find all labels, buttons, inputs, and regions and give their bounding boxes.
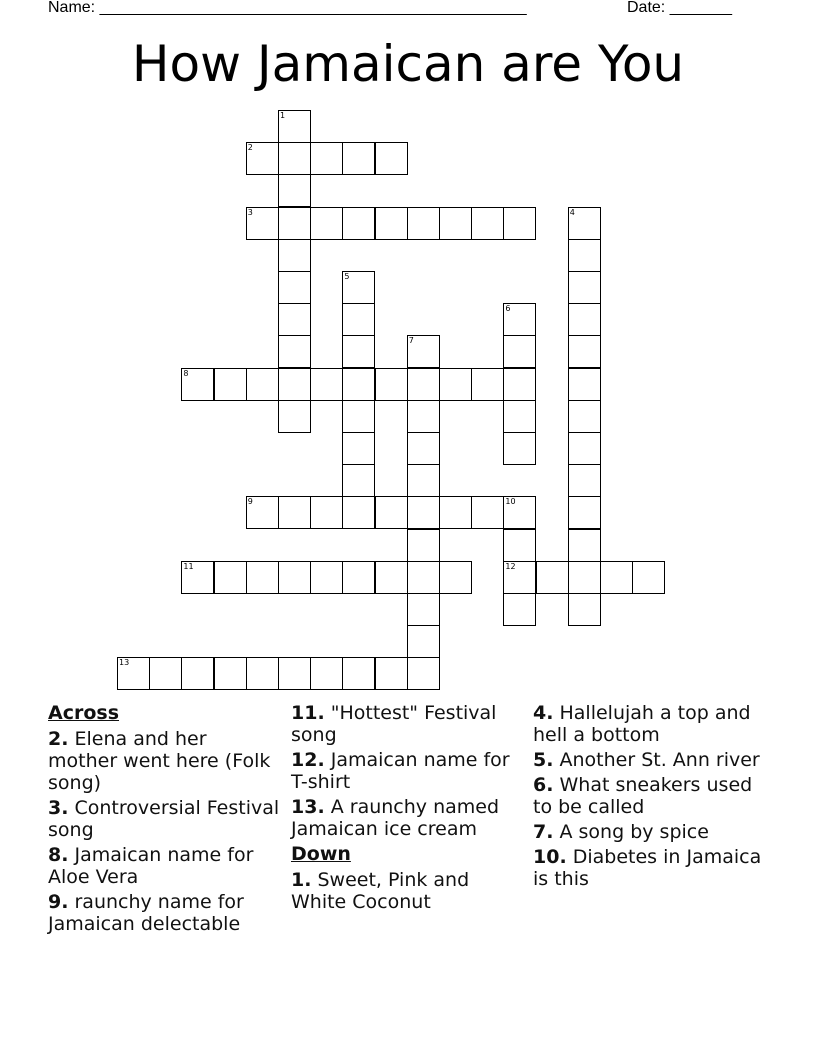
- crossword-cell[interactable]: [439, 368, 472, 401]
- crossword-cell[interactable]: [278, 110, 311, 143]
- crossword-cell[interactable]: [407, 400, 440, 433]
- crossword-cell[interactable]: [246, 657, 279, 690]
- clue-column-1: [48, 702, 280, 938]
- crossword-cell[interactable]: [568, 207, 601, 240]
- clue-down-1: [291, 869, 523, 913]
- crossword-cell[interactable]: [375, 207, 408, 240]
- crossword-cell[interactable]: [342, 335, 375, 368]
- crossword-cell[interactable]: [342, 142, 375, 175]
- clue-number: 9.: [48, 891, 69, 913]
- crossword-cell[interactable]: [181, 657, 214, 690]
- crossword-cell[interactable]: [214, 657, 247, 690]
- crossword-cell[interactable]: [375, 657, 408, 690]
- cell-number: 4: [569, 207, 575, 217]
- crossword-cell[interactable]: [568, 400, 601, 433]
- clue-text: raunchy name for Jamaican delectable: [48, 891, 244, 935]
- crossword-cell[interactable]: [471, 368, 504, 401]
- crossword-cell[interactable]: [181, 561, 214, 594]
- cell-number: 13: [119, 658, 130, 668]
- crossword-cell[interactable]: [503, 400, 536, 433]
- crossword-cell[interactable]: [503, 432, 536, 465]
- crossword-cell[interactable]: [568, 529, 601, 562]
- page-title: How Jamaican are You: [131, 35, 685, 93]
- crossword-cell[interactable]: [278, 400, 311, 433]
- crossword-cell[interactable]: [407, 368, 440, 401]
- cell-number: 7: [408, 336, 414, 346]
- clue-across-2: [48, 728, 280, 794]
- crossword-cell[interactable]: [278, 335, 311, 368]
- crossword-cell[interactable]: [278, 142, 311, 175]
- cell-number: 6: [505, 304, 511, 314]
- crossword-cell[interactable]: [246, 207, 279, 240]
- crossword-cell[interactable]: [568, 593, 601, 626]
- crossword-cell[interactable]: [246, 496, 279, 529]
- clue-number: 12.: [291, 749, 325, 771]
- crossword-cell[interactable]: [310, 496, 343, 529]
- crossword-cell[interactable]: [278, 496, 311, 529]
- cell-number: 11: [183, 561, 194, 571]
- crossword-cell[interactable]: [407, 657, 440, 690]
- crossword-cell[interactable]: [342, 400, 375, 433]
- crossword-cell[interactable]: [278, 368, 311, 401]
- clue-text: "Hottest" Festival song: [291, 702, 497, 746]
- clue-number: 10.: [533, 846, 567, 868]
- crossword-cell[interactable]: [342, 657, 375, 690]
- clue-across-11: [291, 702, 523, 746]
- crossword-cell[interactable]: [503, 335, 536, 368]
- clue-down-5: [533, 749, 765, 771]
- clue-text: A song by spice: [559, 821, 709, 843]
- crossword-cell[interactable]: [503, 303, 536, 336]
- crossword-cell[interactable]: [407, 496, 440, 529]
- clue-number: 7.: [533, 821, 554, 843]
- crossword-cell[interactable]: [310, 368, 343, 401]
- crossword-cell[interactable]: [439, 207, 472, 240]
- clue-text: What sneakers used to be called: [533, 774, 753, 818]
- crossword-cell[interactable]: [375, 561, 408, 594]
- cell-number: 9: [247, 497, 253, 507]
- crossword-cell[interactable]: [342, 561, 375, 594]
- crossword-cell[interactable]: [342, 464, 375, 497]
- clue-number: 11.: [291, 702, 325, 724]
- crossword-cell[interactable]: [342, 432, 375, 465]
- clue-number: 13.: [291, 796, 325, 818]
- clue-number: 5.: [533, 749, 554, 771]
- clue-text: Hallelujah a top and hell a bottom: [533, 702, 751, 746]
- crossword-cell[interactable]: [246, 368, 279, 401]
- crossword-cell[interactable]: [375, 368, 408, 401]
- crossword-cell[interactable]: [310, 657, 343, 690]
- crossword-cell[interactable]: [246, 142, 279, 175]
- clue-across-8: [48, 844, 280, 888]
- clue-column-2: [291, 702, 523, 916]
- clue-number: 2.: [48, 728, 69, 750]
- crossword-cell[interactable]: [214, 368, 247, 401]
- crossword-cell[interactable]: [310, 207, 343, 240]
- crossword-cell[interactable]: [471, 496, 504, 529]
- clue-down-10: [533, 846, 765, 890]
- clue-number: 4.: [533, 702, 554, 724]
- name-field[interactable]: Name: ________________________________________________: [48, 0, 527, 16]
- crossword-cell[interactable]: [407, 529, 440, 562]
- cell-number: 3: [247, 207, 253, 217]
- crossword-cell[interactable]: [310, 142, 343, 175]
- clue-column-3: [533, 702, 765, 893]
- across-heading: Across: [48, 702, 120, 724]
- crossword-cell[interactable]: [407, 335, 440, 368]
- crossword-cell[interactable]: [439, 496, 472, 529]
- crossword-cell[interactable]: [342, 303, 375, 336]
- crossword-cell[interactable]: [342, 271, 375, 304]
- crossword-cell[interactable]: [439, 561, 472, 594]
- crossword-cell[interactable]: [503, 561, 536, 594]
- cell-number: 10: [505, 497, 516, 507]
- crossword-cell[interactable]: [181, 368, 214, 401]
- clue-number: 6.: [533, 774, 554, 796]
- clue-down-6: [533, 774, 765, 818]
- clue-text: Sweet, Pink and White Coconut: [291, 869, 470, 913]
- crossword-cell[interactable]: [568, 303, 601, 336]
- clue-text: Another St. Ann river: [559, 749, 760, 771]
- clue-across-12: [291, 749, 523, 793]
- crossword-cell[interactable]: [568, 368, 601, 401]
- crossword-cell[interactable]: [568, 335, 601, 368]
- clue-number: 8.: [48, 844, 69, 866]
- crossword-cell[interactable]: [278, 561, 311, 594]
- crossword-cell[interactable]: [214, 561, 247, 594]
- crossword-cell[interactable]: [407, 207, 440, 240]
- crossword-cell[interactable]: [503, 368, 536, 401]
- clue-text: Diabetes in Jamaica is this: [533, 846, 762, 890]
- crossword-cell[interactable]: [117, 657, 150, 690]
- cell-number: 1: [280, 111, 286, 120]
- clue-down-7: [533, 821, 765, 843]
- crossword-cell[interactable]: [278, 239, 311, 272]
- cell-number: 5: [344, 272, 350, 281]
- crossword-cell[interactable]: [503, 496, 536, 529]
- down-heading: Down: [291, 843, 351, 865]
- crossword-cell[interactable]: [407, 464, 440, 497]
- crossword-cell[interactable]: [568, 432, 601, 465]
- cell-number: 8: [183, 368, 189, 378]
- crossword-cell[interactable]: [503, 207, 536, 240]
- clue-text: Jamaican name for Aloe Vera: [48, 844, 254, 888]
- crossword-cell[interactable]: [310, 561, 343, 594]
- cell-number: 2: [247, 143, 253, 153]
- crossword-cell[interactable]: [600, 561, 633, 594]
- crossword-cell[interactable]: [278, 174, 311, 207]
- crossword-cell[interactable]: [375, 496, 408, 529]
- crossword-cell[interactable]: [536, 561, 569, 594]
- crossword-cell[interactable]: [632, 561, 665, 594]
- crossword-cell[interactable]: [278, 657, 311, 690]
- crossword-cell[interactable]: [568, 239, 601, 272]
- clue-text: Jamaican name for T-shirt: [291, 749, 510, 793]
- clue-across-3: [48, 797, 280, 841]
- clue-down-4: [533, 702, 765, 746]
- crossword-cell[interactable]: [568, 561, 601, 594]
- crossword-cell[interactable]: [407, 561, 440, 594]
- crossword-cell[interactable]: [278, 271, 311, 304]
- cell-number: 12: [505, 561, 516, 571]
- crossword-cell[interactable]: [568, 496, 601, 529]
- clue-text: Elena and her mother went here (Folk song): [48, 728, 271, 794]
- clue-text: A raunchy named Jamaican ice cream: [291, 796, 500, 840]
- crossword-cell[interactable]: [149, 657, 182, 690]
- clue-number: 3.: [48, 797, 69, 819]
- crossword-cell[interactable]: [342, 368, 375, 401]
- clue-across-13: [291, 796, 523, 840]
- crossword-cell[interactable]: [342, 207, 375, 240]
- crossword-cell[interactable]: [342, 496, 375, 529]
- crossword-cell[interactable]: [278, 207, 311, 240]
- clue-number: 1.: [291, 869, 312, 891]
- clue-across-9: [48, 891, 280, 935]
- crossword-cell[interactable]: [407, 432, 440, 465]
- crossword-cell[interactable]: [407, 625, 440, 658]
- crossword-cell[interactable]: [375, 142, 408, 175]
- date-field[interactable]: Date: _______: [627, 0, 732, 16]
- crossword-cell[interactable]: [471, 207, 504, 240]
- crossword-cell[interactable]: [568, 271, 601, 304]
- crossword-cell[interactable]: [503, 593, 536, 626]
- crossword-cell[interactable]: [503, 529, 536, 562]
- crossword-cell[interactable]: [407, 593, 440, 626]
- clue-text: Controversial Festival song: [48, 797, 280, 841]
- crossword-cell[interactable]: [246, 561, 279, 594]
- crossword-cell[interactable]: [568, 464, 601, 497]
- crossword-cell[interactable]: [278, 303, 311, 336]
